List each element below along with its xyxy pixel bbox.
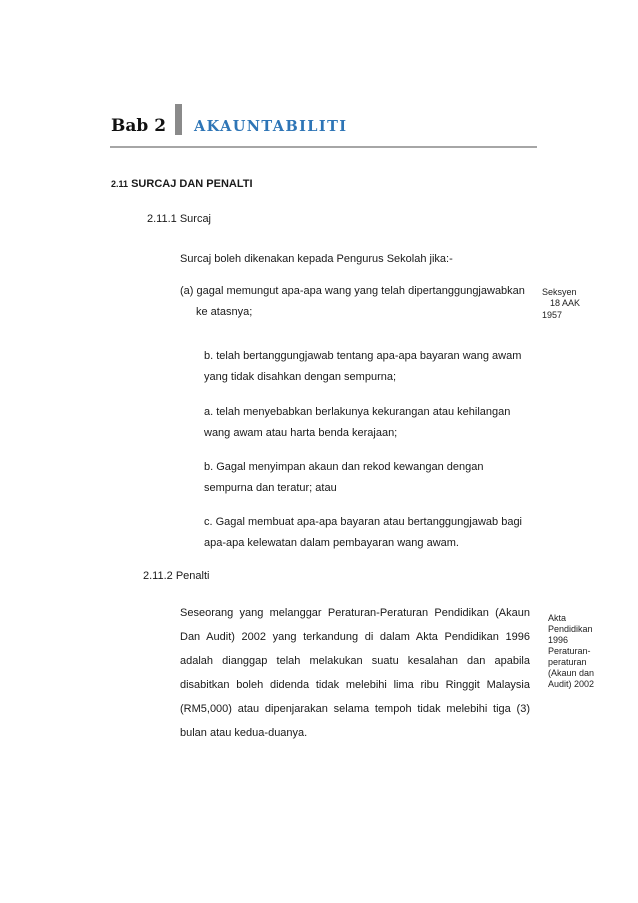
surcaj-intro: Surcaj boleh dikenakan kepada Pengurus Sekolah jika:-	[180, 253, 453, 265]
margin-note-line: 1957	[542, 310, 563, 320]
section-title: SURCAJ DAN PENALTI	[131, 178, 253, 190]
margin-note-line: Seksyen	[542, 287, 577, 297]
chapter-number: Bab 2	[111, 116, 167, 136]
margin-note-line: peraturan	[548, 657, 587, 667]
subsection-heading-surcaj: 2.11.1 Surcaj	[147, 213, 212, 225]
surcaj-item-line2: apa-apa kelewatan dalam pembayaran wang awam.	[204, 537, 459, 549]
surcaj-item-a-line1: (a) gagal memungut apa-apa wang yang telah dipertanggungjawabkan	[180, 285, 525, 297]
chapter-underline	[110, 146, 537, 148]
penalti-paragraph-line: Dan Audit) 2002 yang terkandung di dalam Akta Pendidikan 1996	[180, 631, 530, 643]
margin-note-surcaj	[542, 287, 580, 321]
penalti-paragraph-line: Seseorang yang melanggar Peraturan-Peraturan Pendidikan (Akaun	[180, 607, 530, 619]
penalti-paragraph-line: adalah dianggap telah melakukan suatu kesalahan dan apabila	[180, 655, 530, 667]
margin-note-line: (Akaun dan	[548, 668, 595, 678]
margin-note-penalti	[548, 613, 594, 690]
margin-note-line: Akta	[548, 613, 567, 623]
margin-note-line: 18 AAK	[550, 298, 581, 308]
surcaj-item-line1: c. Gagal membuat apa-apa bayaran atau bertanggungjawab bagi	[204, 516, 523, 528]
surcaj-item-line2: sempurna dan teratur; atau	[204, 482, 337, 494]
section-number: 2.11	[111, 179, 129, 189]
section-heading	[111, 178, 253, 190]
margin-note-line: Peraturan-	[548, 646, 591, 656]
margin-note-line: Audit) 2002	[548, 679, 595, 689]
margin-note-line: 1996	[548, 635, 569, 645]
surcaj-item-line1: b. telah bertanggungjawab tentang apa-apa bayaran wang awam	[204, 350, 522, 362]
surcaj-item-a-line2: ke atasnya;	[196, 306, 253, 318]
chapter-divider-bar	[175, 104, 182, 135]
penalti-paragraph-line: (RM5,000) atau dipenjarakan selama tempoh tidak melebihi tiga (3)	[180, 703, 530, 715]
penalti-paragraph-last-line: bulan atau kedua-duanya.	[180, 727, 308, 739]
subsection-heading-penalti: 2.11.2 Penalti	[143, 570, 210, 582]
margin-note-line: Pendidikan	[548, 624, 593, 634]
surcaj-item-line1: b. Gagal menyimpan akaun dan rekod kewangan dengan	[204, 461, 484, 473]
surcaj-item-line1: a. telah menyebabkan berlakunya kekurangan atau kehilangan	[204, 406, 511, 418]
chapter-title: AKAUNTABILITI	[194, 118, 348, 135]
surcaj-item-line2: yang tidak disahkan dengan sempurna;	[204, 371, 397, 383]
surcaj-item-line2: wang awam atau harta benda kerajaan;	[204, 427, 398, 439]
penalti-paragraph-line: disabitkan boleh didenda tidak melebihi lima ribu Ringgit Malaysia	[180, 679, 530, 691]
